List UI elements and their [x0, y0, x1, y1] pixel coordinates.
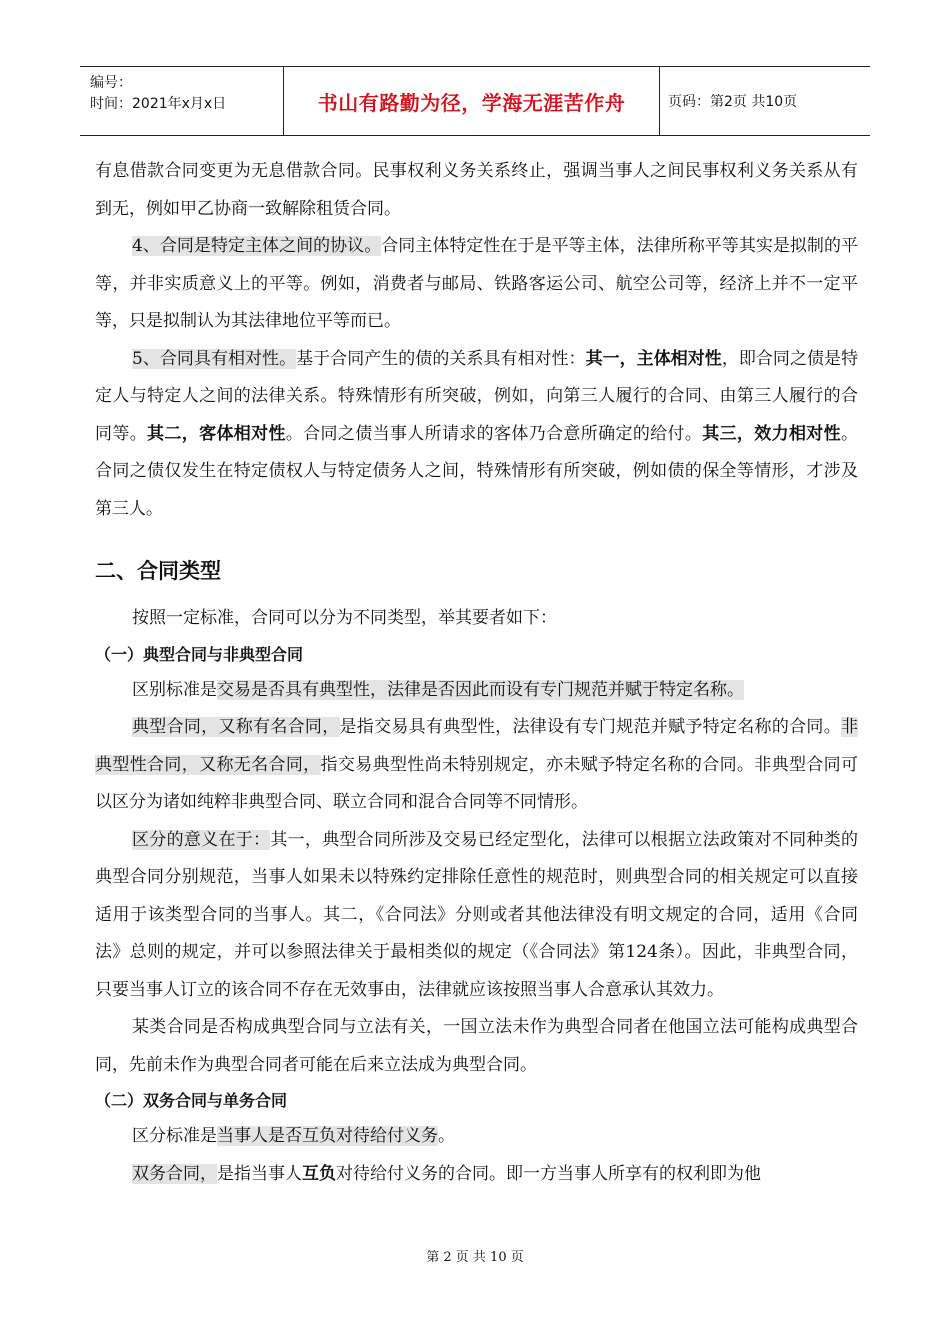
p2-text: 合同主体特定性在于是平等主体，法律所称平等其实是拟制的平等，并非实质意义上的平等。例如，消费者与邮局、铁路客运公司、航空公司等，经济上并不一定平等，只是拟制认为其法律地位平等而已。 [95, 236, 858, 331]
page-footer: 第 2 页 共 10 页 [426, 1250, 524, 1265]
p5-text: 区别标准是 [132, 679, 217, 700]
p1-text: 有息借款合同变更为无息借款合同。民事权利义务关系终止，强调当事人之间民事权利义务关系从有到无，例如甲乙协商一致解除租赁合同。 [95, 161, 858, 219]
paragraph-4 [95, 600, 858, 638]
p3-bold-3: 其三，效力相对性 [702, 423, 842, 444]
paragraph-5 [95, 672, 858, 710]
p7-highlight: 区分的意义在于： [132, 829, 271, 850]
paragraph-3 [95, 341, 858, 529]
p3-text-d: 。合同之债当事人所请求的客体乃合意所确定的给付。 [285, 423, 703, 444]
p3-text-a: 基于合同产生的债的关系具有相对性： [296, 348, 586, 369]
p10-bold: 互负 [302, 1163, 336, 1184]
p10-highlight: 双务合同， [132, 1163, 217, 1184]
header-meta [80, 67, 284, 135]
paragraph-6 [95, 709, 858, 822]
paragraph-1 [95, 153, 858, 228]
p6-highlight-2: 非典型性合同，又称无名合同， [95, 717, 859, 775]
p3-text-e: 。合同之债仅发生在特定债权人与特定债务人之间，特殊情形有所突破，例如债的保全等情形，才涉及第三人。 [95, 423, 859, 519]
p10-text-a: 是指当事人 [217, 1163, 302, 1184]
p9-text-b: 。 [438, 1126, 455, 1146]
header-page-info: 页码：第2页 共10页 [668, 94, 798, 110]
subsection-heading-2: （二）双务合同与单务合同 [95, 1091, 288, 1110]
number-label: 编号： [90, 75, 132, 91]
paragraph-9 [95, 1118, 858, 1156]
subsection-heading-1: （一）典型合同与非典型合同 [95, 644, 304, 664]
p9-text-a: 区分标准是 [132, 1126, 217, 1146]
p9-highlight: 当事人是否互负对待给付义务 [217, 1126, 438, 1146]
time-label: 时间：2021年x月x日 [90, 96, 227, 112]
paragraph-10 [95, 1156, 858, 1194]
document-body [95, 153, 858, 1193]
p3-highlight: 5、合同具有相对性。 [132, 348, 297, 369]
p3-bold-1: 其一，主体相对性 [585, 348, 722, 369]
p3-text-c: ，即合同之债是特定人与特定人之间的法律关系。特殊情形有所突破，例如，向第三人履行的合同、由第三人履行的合同等。 [95, 348, 859, 444]
p6-highlight-1: 典型合同，又称有名合同， [132, 717, 340, 737]
p8-text: 某类合同是否构成典型合同与立法有关，一国立法未作为典型合同者在他国立法可能构成典型合同，先前未作为典型合同者可能在后来立法成为典型合同。 [95, 1017, 858, 1075]
p3-bold-2: 其二，客体相对性 [147, 423, 286, 444]
p6-text-a: 是指交易具有典型性，法律设有专门规范并赋予特定名称的合同。 [339, 717, 842, 737]
p4-text: 按照一定标准，合同可以分为不同类型，举其要者如下： [132, 608, 557, 628]
p5-highlight: 交易是否具有典型性，法律是否因此而设有专门规范并赋于特定名称。 [217, 679, 744, 700]
paragraph-7 [95, 822, 858, 1010]
paragraph-2 [95, 228, 858, 341]
header-motto-cell [284, 67, 660, 135]
p2-highlight: 4、合同是特定主体之间的协议。 [132, 236, 382, 256]
p10-text-c: 对待给付义务的合同。即一方当事人所享有的权利即为他 [336, 1163, 761, 1184]
header-motto: 书山有路勤为径，学海无涯苦作舟 [317, 90, 626, 115]
section-heading: 二、合同类型 [95, 559, 221, 583]
paragraph-8 [95, 1009, 858, 1084]
p6-text-b: 指交易典型性尚未特别规定，亦未赋予特定名称的合同。非典型合同可以区分为诸如纯粹非典型合同、联立合同和混合合同等不同情形。 [95, 754, 859, 812]
p7-text: 其一，典型合同所涉及交易已经定型化，法律可以根据立法政策对不同种类的典型合同分别规范，当事人如果未以特殊约定排除任意性的规范时，则典型合同的相关规定可以直接适用于该类型合同的当事人。其二，《合同法》分则或者其他法律没有明文规定的合同，适用《合同法》总则的规定，并可以参照法律关于最相类似的规定（《合同法》第124条）。因此，非典型合同，只要当事人订立的该合同不存在无效事由，法律就应该按照当事人合意承认其效力。 [95, 829, 859, 1000]
document-header [80, 66, 870, 136]
